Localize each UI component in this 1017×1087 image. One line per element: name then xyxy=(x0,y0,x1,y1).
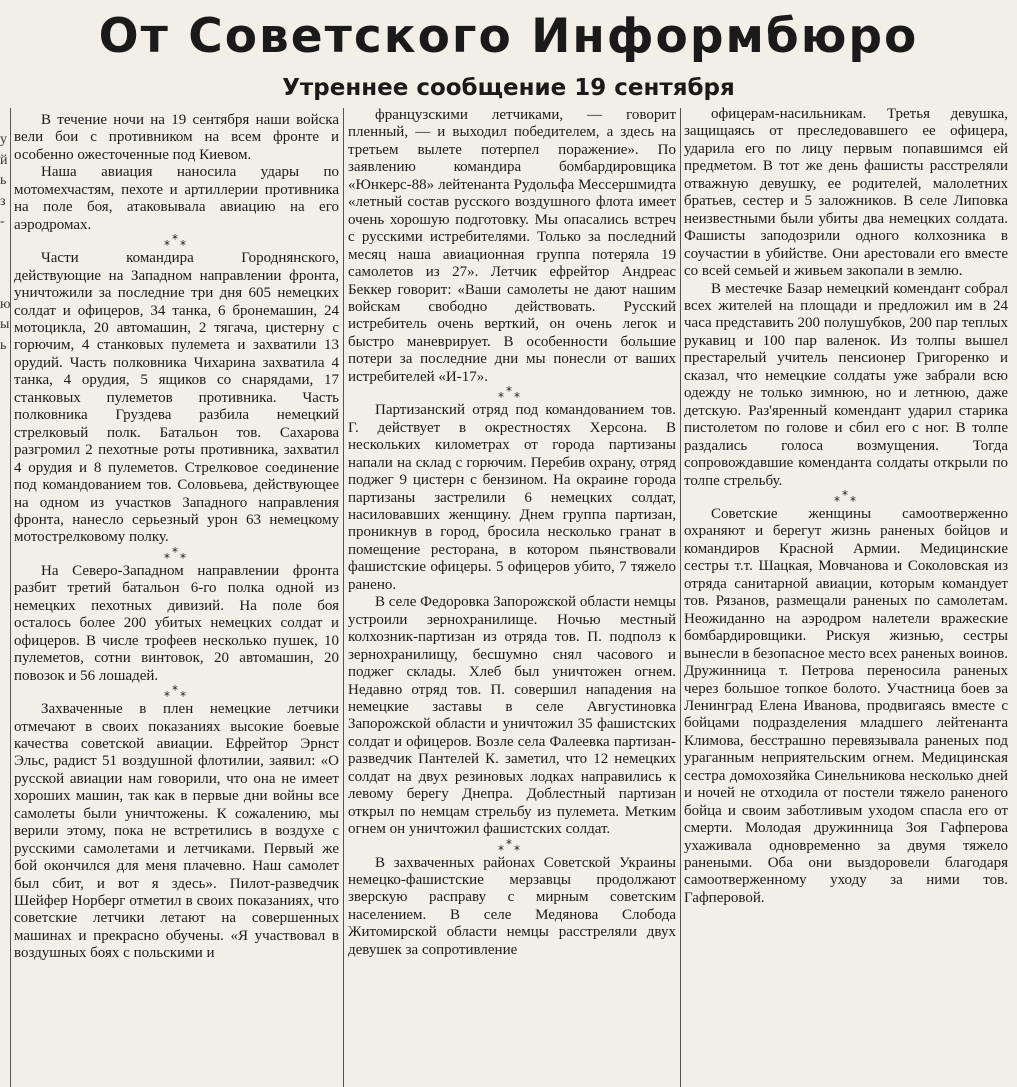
separator-star: * xyxy=(172,232,178,247)
separator-star: * xyxy=(180,238,186,253)
margin-fragment xyxy=(0,830,9,851)
margin-fragment xyxy=(0,707,9,728)
article-paragraph: Наша авиация наносила удары по мотомехчастям, пехоте и артиллерии противника на поле боя, атаковывала авиацию на его аэродромах. xyxy=(14,164,339,233)
margin-fragment xyxy=(0,851,9,872)
margin-fragment xyxy=(0,418,9,439)
margin-fragment xyxy=(0,892,9,913)
margin-fragment: ы xyxy=(0,317,10,333)
section-separator xyxy=(14,232,339,253)
margin-fragment xyxy=(0,727,9,748)
margin-fragment xyxy=(0,913,9,934)
margin-fragment: з xyxy=(0,193,6,209)
margin-fragment xyxy=(0,933,9,954)
article-column-3 xyxy=(684,106,1008,1078)
separator-star: * xyxy=(514,390,520,405)
margin-fragment xyxy=(0,604,9,625)
margin-fragment: й xyxy=(0,152,8,168)
margin-fragment xyxy=(0,439,9,460)
margin-fragment xyxy=(0,954,9,975)
margin-fragment xyxy=(0,501,9,522)
separator-star: * xyxy=(498,842,504,857)
separator-star: * xyxy=(180,550,186,565)
article-paragraph: В течение ночи на 19 сентября наши войска вели бои с противником на всем фронте и особенно ожесточенные под Киевом. xyxy=(14,112,339,163)
margin-fragments xyxy=(0,130,9,1080)
article-paragraph: Части командира Городнянского, действующие на Западном направлении фронта, уничтожили за последние три дня 605 немецких солдат и офицеров, 34 танка, 6 бронемашин, 24 мотоцикла, 20 автомашин, 2 тягача, цистерну с горючим, 4 станковых пулемета и захватили 13 орудий. Часть полковника Чихарина захватила 4 танка, 4 орудия, 5 ящиков со снарядами, 17 станковых пулеметов противника. Часть полковника Груздева разбила немецкий стрелковый полк. Батальон тов. Сахарова разгромил 2 пехотные роты противника, захватил 4 орудия и 8 пулеметов. Стрелковое соединение под командованием тов. Соловьева, действующее на одном из участков Западного направления фронта, нанесло серьезный урон 63 немецкому мотострелковому полку. xyxy=(14,250,339,546)
article-paragraph: В местечке Базар немецкий комендант собрал всех жителей на площади и предложил им в 24 часа представить 200 полушубков, 200 пар теплых рукавиц и 100 пар валенок. Из толпы вышел престарелый учитель пенсионер Григоренко и сказал, что немецкие солдаты уже забрали всю одежду не только зимнюю, но и летнюю, даже детскую. Раз'яренный комендант ударил старика пистолетом по голове и сбил его с ног. В толпе раздались голоса возмущения. Тогда сопровождавшие коменданта солдаты открыли по толпе стрельбу. xyxy=(684,280,1008,489)
article-column-1 xyxy=(14,112,339,1084)
article-paragraph: В захваченных районах Советской Украины немецко-фашистские мерзавцы продолжают зверскую расправу с мирным советским населением. В селе Медянова Слобода Житомирской области немцы расстреляли двух девушек за сопротивление xyxy=(348,854,676,958)
margin-fragment xyxy=(0,768,9,789)
section-separator xyxy=(348,384,676,405)
masthead-title: От Советского Информбюро xyxy=(98,9,919,64)
margin-fragment xyxy=(0,1016,9,1037)
margin-fragment xyxy=(0,254,9,275)
margin-fragment: ь xyxy=(0,173,7,189)
column-divider xyxy=(680,108,681,1087)
margin-fragment xyxy=(0,645,9,666)
margin-fragment: ю xyxy=(0,296,11,312)
separator-star: * xyxy=(506,836,512,851)
section-separator xyxy=(14,544,339,565)
margin-fragment xyxy=(0,233,9,254)
margin-fragment xyxy=(0,748,9,769)
margin-fragment xyxy=(0,377,9,398)
margin-fragment xyxy=(0,995,9,1016)
margin-fragment xyxy=(0,665,9,686)
margin-fragment xyxy=(0,274,9,295)
separator-star: * xyxy=(180,689,186,704)
margin-fragment: - xyxy=(0,214,5,230)
report-subtitle: Утреннее сообщение 19 сентября xyxy=(282,75,735,101)
margin-fragment: ь xyxy=(0,337,7,353)
column-divider xyxy=(10,108,11,1087)
separator-star: * xyxy=(164,689,170,704)
margin-fragment xyxy=(0,357,9,378)
margin-fragment: у xyxy=(0,132,7,147)
margin-fragment xyxy=(0,460,9,481)
margin-fragment xyxy=(0,1036,9,1057)
margin-fragment xyxy=(0,624,9,645)
article-paragraph: На Северо-Западном направлении фронта разбит третий батальон 6-го полка одной из немецких пехотных дивизий. На поле боя осталось более 200 убитых немецких солдат и офицеров. В числе трофеев несколько пушек, 10 пулеметов, сотни винтовок, 20 автомашин, 20 повозок и 56 лошадей. xyxy=(14,562,339,684)
margin-fragment xyxy=(0,583,9,604)
separator-star: * xyxy=(834,493,840,508)
article-paragraph: В селе Федоровка Запорожской области немцы устроили зернохранилище. Ночью местный колхозник-партизан из отряда тов. П. подполз к зернохранилищу, бесшумно снял часового и поджег склады. Хлеб был уничтожен огнем. Недавно отряд тов. П. совершил нападения на немецкие заставы в селе Августиновка Запорожской области и уничтожил 35 фашистских солдат и офицеров. Возле села Фалеевка партизан-разведчик Пантелей К. заметил, что 12 немецких солдат на двух резиновых лодках направились к левому берегу Днепра. Доблестный партизан открыл по немцам стрельбу из пулемета. Метким огнем он уничтожил фашистских солдат. xyxy=(348,594,676,838)
margin-fragment xyxy=(0,1057,9,1078)
margin-fragment xyxy=(0,398,9,419)
separator-star: * xyxy=(172,544,178,559)
margin-fragment xyxy=(0,789,9,810)
margin-fragment xyxy=(0,810,9,831)
margin-fragment xyxy=(0,542,9,563)
section-separator xyxy=(14,683,339,704)
margin-fragment xyxy=(0,521,9,542)
separator-star: * xyxy=(164,550,170,565)
article-paragraph: Советские женщины самоотверженно охраняют и берегут жизнь раненых бойцов и командиров Красной Армии. Медицинские сестры т.т. Шацкая, Мовчанова и Соколовская из отряда санитарной авиации, которым командует тов. Рязанов, размещали раненых по самолетам. Неожиданно на аэродром налетели вражеские бомбардировщики. Рискуя жизнью, сестры вынесли в безопасное место всех раненых воинов. Дружинница т. Петрова переносила раненых через большое топкое болото. Участница боев за Ленинград Елена Иванова, продвигаясь вместе с бойцами подразделения младшего лейтенанта Климова, бесстрашно перевязывала раненых под ураганным неприятельским огнем. Медицинская сестра домохозяйка Синельникова несколько дней и ночей не отходила от постели тяжело раненого бойца и своим заботливым уходом спасла его от смерти. Молодая дружинница Зоя Гафперова ухаживала одновременно за двумя тяжело ранеными. Оба они выздоровели благодаря самоотверженному уходу за ними тов. Гафперовой. xyxy=(684,505,1008,906)
separator-star: * xyxy=(842,487,848,502)
margin-fragment xyxy=(0,974,9,995)
article-paragraph: французскими летчиками, — говорит пленный, — и выходил победителем, а здесь на третьем вылете потерпел поражение». По заявлению командира бомбардировщика «Юнкерс-88» лейтенанта Рудольфа Мессершмидта «летный состав русского воздушного флота имеет очень хорошую подготовку. Мы опасались встреч с русскими истребителями. Только за последний месяц наша авиационная группа потеряла 19 самолетов из 27». Летчик ефрейтор Андреас Беккер говорит: «Ваши самолеты не дают нашим войскам свободно действовать. Русский истребитель очень верткий, он очень легок и быстро маневрирует. В особенности большие потери за последние дни мы понесли от ваших истребителей «И-17». xyxy=(348,107,676,385)
section-separator xyxy=(348,836,676,857)
margin-fragment xyxy=(0,871,9,892)
separator-star: * xyxy=(514,842,520,857)
separator-star: * xyxy=(164,238,170,253)
separator-star: * xyxy=(172,683,178,698)
article-paragraph: офицерам-насильникам. Третья девушка, защищаясь от преследовавшего ее офицера, ударила его по лицу первым попавшимся ей предметом. В тот же день фашисты расстреляли отважную девушку, ее родителей, малолетних братьев, сестер и 5 заложников. В селе Липовка неизвестными были убиты два немецких солдата. Фашисты заподозрили одного колхозника в соучастии в убийстве. Они арестовали его вместе со всей семьей и живьем закопали в землю. xyxy=(684,106,1008,280)
separator-star: * xyxy=(498,390,504,405)
article-column-2 xyxy=(348,107,676,1079)
section-separator xyxy=(684,487,1008,508)
margin-fragment xyxy=(0,686,9,707)
column-divider xyxy=(343,108,344,1087)
separator-star: * xyxy=(506,384,512,399)
article-paragraph: Партизанский отряд под командованием тов. Г. действует в окрестностях Херсона. В нескольких километрах от города партизаны напали на склад с горючим. Перебив охрану, отряд поджег 9 цистерн с бензином. На окраине города партизаны застрелили 6 немецких солдат, насиловавших женщину. Днем группа партизан, проникнув в город, бросила несколько гранат в помещение ресторана, в котором пьянствовали фашистские офицеры. 5 офицеров убито, 7 тяжело ранено. xyxy=(348,402,676,593)
article-paragraph: Захваченные в плен немецкие летчики отмечают в своих показаниях высокие боевые качества советской авиации. Ефрейтор Эрнст Эльс, радист 51 воздушной флотилии, заявил: «О русской авиации нам говорили, что она не имеет хороших машин, так как в первые дни войны все самолеты были уничтожены. К сожалению, мы верили этому, пока не встретились в воздухе с русскими самолетами и летчиками. Первый же бой окончился для меня плачевно. Наш самолет был сбит, и вот я здесь». Пилот-разведчик Шейфер Норберг отметил в своих показаниях, что советские летчики летают на совершенных машинах и прекрасно обучены. «Я участвовал в воздушных боях с польскими и xyxy=(14,701,339,962)
margin-fragment xyxy=(0,480,9,501)
separator-star: * xyxy=(850,493,856,508)
margin-fragment xyxy=(0,562,9,583)
